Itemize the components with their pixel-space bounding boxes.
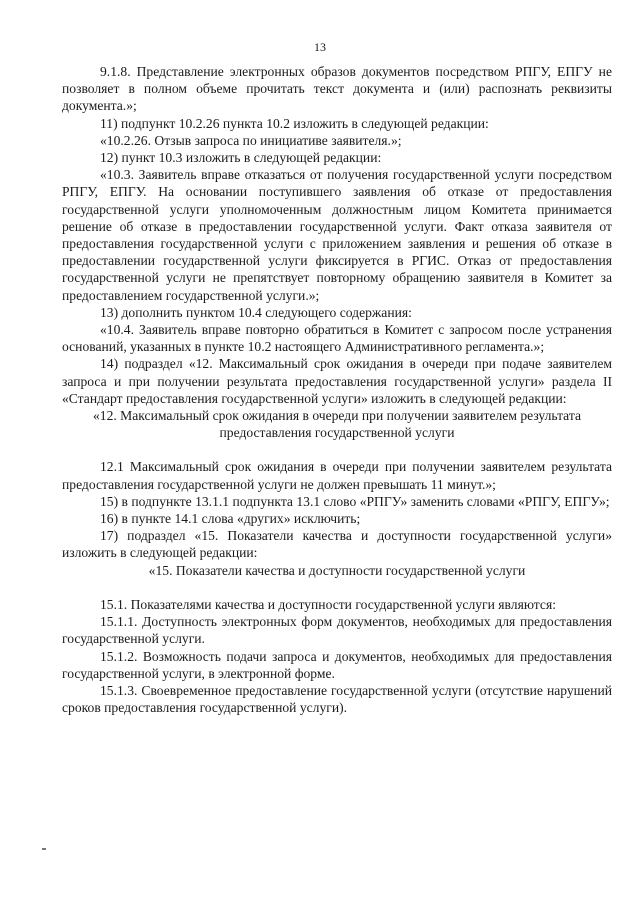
paragraph-15-1-2: 15.1.2. Возможность подачи запроса и документов, необходимых для предоставления государственной услуги, в электронной форме. [62, 648, 612, 681]
paragraph-item-16: 16) в пункте 14.1 слова «других» исключить; [100, 511, 361, 527]
document-body [62, 63, 612, 716]
paragraph-item-14: 14) подраздел «12. Максимальный срок ожидания в очереди при подаче заявителем запроса и при получении результата предоставления государственной услуги» раздела II «Стандарт предоставления государственной услуги» изложить в следующей редакции: [62, 356, 612, 406]
section-heading-15: «15. Показатели качества и доступности государственной услуги [148, 562, 526, 578]
quote-10-2-26: «10.2.26. Отзыв запроса по инициативе заявителя.»; [100, 132, 402, 148]
paragraph-15-1-1: 15.1.1. Доступность электронных форм документов, необходимых для предоставления государственной услуги. [62, 614, 612, 647]
paragraph-item-12: 12) пункт 10.3 изложить в следующей редакции: [100, 150, 382, 166]
page-number: 13 [314, 40, 326, 54]
paragraph-item-13: 13) дополнить пунктом 10.4 следующего содержания: [100, 304, 412, 320]
quote-10-4: «10.4. Заявитель вправе повторно обратиться в Комитет с запросом после устранения оснований, указанных в пункте 10.2 настоящего Административного регламента.»; [62, 322, 612, 355]
paragraph-12-1: 12.1 Максимальный срок ожидания в очереди при получении заявителем результата предоставления государственной услуги не должен превышать 11 минут.»; [62, 459, 612, 492]
spacer [62, 579, 612, 596]
paragraph-15-1-3: 15.1.3. Своевременное предоставление государственной услуги (отсутствие нарушений сроков предоставления государственной услуги). [62, 682, 612, 716]
scan-mark [42, 848, 46, 850]
section-heading-12: «12. Максимальный срок ожидания в очереди при получении заявителем результата предоставления государственной услуги [92, 408, 581, 441]
paragraph-item-17: 17) подраздел «15. Показатели качества и доступности государственной услуги» изложить в следующей редакции: [62, 528, 612, 561]
paragraph-9-1-8: 9.1.8. Представление электронных образов документов посредством РПГУ, ЕПГУ не позволяет в полном объеме прочитать текст документа и (или) распознать реквизиты документа.»; [62, 64, 612, 114]
spacer [62, 441, 612, 458]
quote-10-3: «10.3. Заявитель вправе отказаться от получения государственной услуги посредством РПГУ, ЕПГУ. На основании поступившего заявления об отказе от предоставления государственной услуги уполномоченным должностным лицом Комитета принимается решение об отказе в предоставлении государственной услуги. Факт отказа заявителя от предоставления государственной услуги с приложением заявления и решения об отказе в предоставлении государственной услуги фиксируется в РГИС. Отказ от предоставления государственной услуги не препятствует повторному обращению заявителя в Комитет за предоставлением государственной услуги.»; [62, 167, 612, 303]
paragraph-15-1: 15.1. Показателями качества и доступности государственной услуги являются: [100, 596, 556, 612]
paragraph-item-11: 11) подпункт 10.2.26 пункта 10.2 изложить в следующей редакции: [100, 115, 489, 131]
paragraph-item-15: 15) в подпункте 13.1.1 подпункта 13.1 слово «РПГУ» заменить словами «РПГУ, ЕПГУ»; [100, 493, 610, 509]
